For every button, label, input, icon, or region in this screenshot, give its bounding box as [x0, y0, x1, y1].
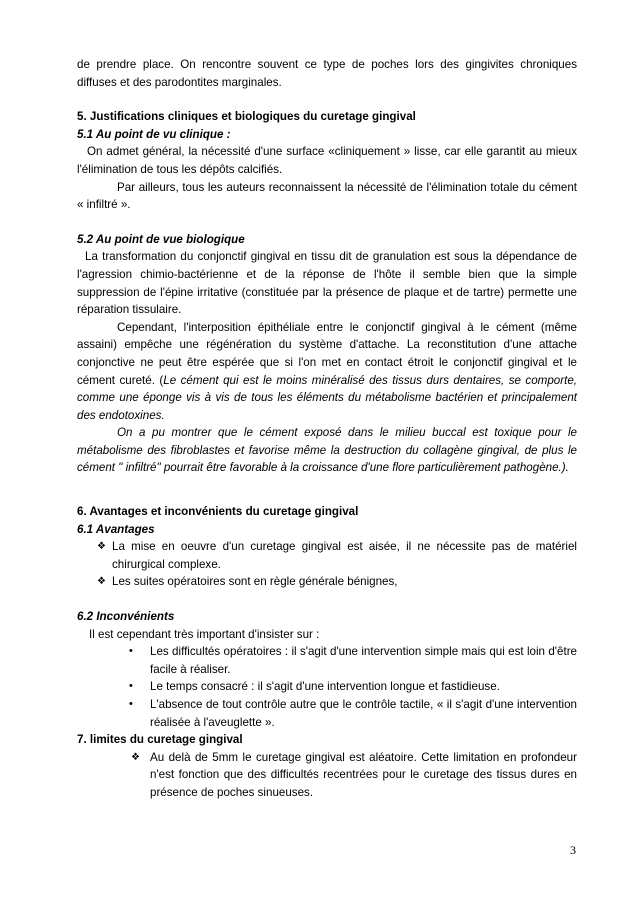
- section-5-2-paragraph-1: La transformation du conjonctif gingival en tissu dit de granulation est sous la dépendance de l'agression chimio-bactérienne et de la réponse de l'hôte il semble bien que la simple suppression de l'épine irritative (constituée par la présence de plaque et de tartre) permette une réparation tissulaire.: [77, 250, 577, 317]
- paragraph-2-italic-text: Le cément qui est le moins minéralisé des tissus durs dentaires, se comporte, comme une éponge vis à vis de tous les éléments du métabolisme bactérien et principalement des endotoxines.: [77, 373, 577, 422]
- intro-paragraph: de prendre place. On rencontre souvent ce type de poches lors des gingivites chroniques diffuses et des parodontites marginales.: [77, 58, 577, 89]
- list-item: • Le temps consacré : il s'agit d'une intervention longue et fastidieuse.: [77, 678, 577, 696]
- section-5-heading: 5. Justifications cliniques et biologiques du curetage gingival: [77, 110, 416, 124]
- section-5-2-heading: 5.2 Au point de vue biologique: [77, 232, 245, 246]
- diamond-bullet-icon: ❖: [131, 751, 140, 763]
- section-5-1-heading: 5.1 Au point de vu clinique :: [77, 127, 231, 141]
- section-5-2-paragraph-3: On a pu montrer que le cément exposé dans le milieu buccal est toxique pour le métabolisme des fibroblastes et favorise même la destruction du collagène gingival, de plus le cément " infiltré" pourrait être favorable à la croissance d'une flore particulièrement pathogène.).: [77, 426, 577, 475]
- section-5-1-paragraph-1: On admet général, la nécessité d'une surface «cliniquement » lisse, car elle garantit au mieux l'élimination de tous les dépôts calcifiés.: [77, 145, 577, 176]
- limits-list: [77, 749, 577, 802]
- list-item: • Les difficultés opératoires : il s'agit d'une intervention simple mais qui est loin d'être facile à réaliser.: [129, 645, 577, 676]
- advantages-list: [77, 538, 577, 591]
- list-item: • L'absence de tout contrôle autre que le contrôle tactile, « il s'agit d'une intervention réalisée à l'aveuglette ».: [129, 698, 577, 729]
- section-6-heading: 6. Avantages et inconvénients du curetage gingival: [77, 505, 359, 519]
- section-5-2-paragraph-2: [77, 319, 577, 425]
- diamond-bullet-icon: ❖: [97, 541, 106, 553]
- section-6-2-intro: Il est cependant très important d'insister sur :: [89, 627, 320, 641]
- list-item: ❖ La mise en oeuvre d'un curetage gingival est aisée, il ne nécessite pas de matériel chirurgical complexe.: [97, 540, 577, 571]
- disadvantages-list: [77, 643, 577, 731]
- bullet-icon: •: [129, 680, 133, 693]
- bullet-icon: •: [129, 645, 133, 658]
- document-page: [77, 56, 577, 802]
- section-5-1-paragraph-2: Par ailleurs, tous les auteurs reconnaissent la nécessité de l'élimination totale du cément « infiltré ».: [77, 180, 577, 212]
- section-7-heading: 7. limites du curetage gingival: [77, 733, 243, 747]
- list-item: ❖ Les suites opératoires sont en règle générale bénignes,: [77, 573, 577, 591]
- section-6-2-heading: 6.2 Inconvénients: [77, 610, 175, 624]
- paragraph-2-text: Cependant, l'interposition épithéliale entre le conjonctif gingival à le cément (même assaini) empêche une régénération du système d'attache. La reconstitution d'une attache conjonctive ne peut être espérée que si l'on met en contact étroit le conjonctif gingival et le cément cureté. (: [77, 320, 577, 387]
- list-item: ❖ Au delà de 5mm le curetage gingival est aléatoire. Cette limitation en profondeur n'est fonction que des difficultés recentrées pour le curetage des tissus dures en présence de poches sinueuses.: [131, 750, 577, 799]
- section-6-1-heading: 6.1 Avantages: [77, 522, 155, 536]
- page-number: 3: [570, 843, 576, 857]
- bullet-icon: •: [129, 698, 133, 710]
- diamond-bullet-icon: ❖: [97, 576, 106, 588]
